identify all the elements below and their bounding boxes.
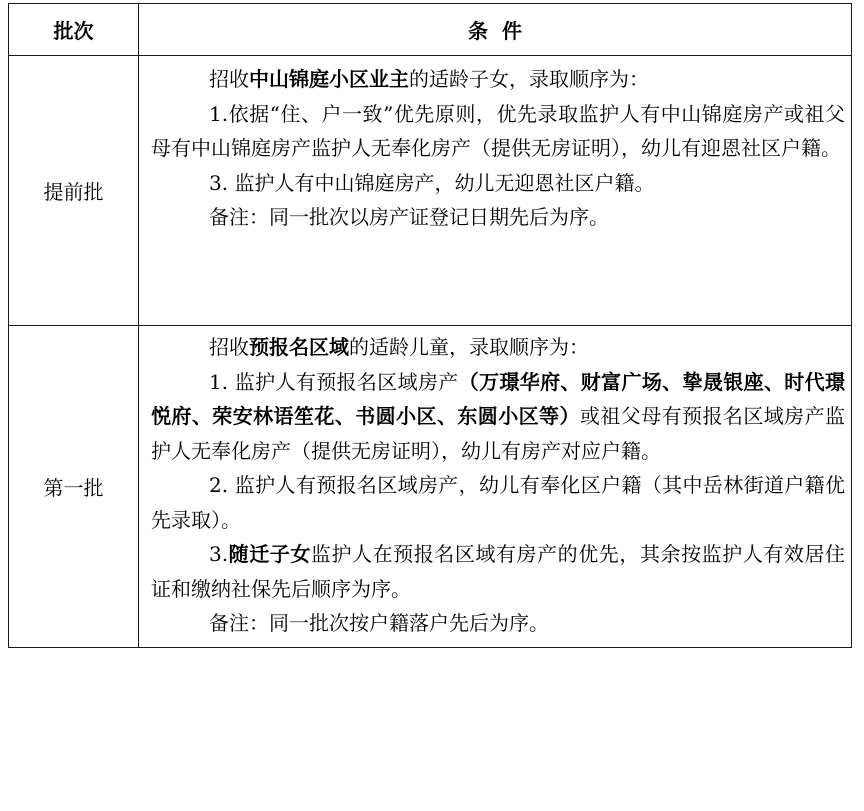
text-run: 监护人在预报名区域有房产的优先，其余按监护人有效居住证和缴纳社保先后顺序为序。 xyxy=(151,542,846,601)
header-condition: 条 件 xyxy=(139,4,852,56)
condition-paragraph xyxy=(139,200,851,235)
bold-text: 随迁子女 xyxy=(228,542,311,566)
table-row-early-batch xyxy=(9,56,852,326)
condition-paragraph xyxy=(139,468,851,537)
condition-paragraphs xyxy=(139,330,851,641)
condition-cell xyxy=(139,56,852,326)
bold-text: （万璟华府、财富广场、挚晟银座、时代璟悦府、荣安林语笙花、书圆小区、东圆小区等） xyxy=(151,369,845,428)
condition-paragraph xyxy=(139,166,851,201)
text-run: 2. 监护人有预报名区域房产，幼儿有奉化区户籍（其中岳林街道户籍优先录取）。 xyxy=(151,473,845,532)
table-row-first-batch xyxy=(9,326,852,648)
admission-conditions-table xyxy=(8,3,852,648)
text-run: 招收 xyxy=(209,335,249,359)
text-run: 3. 监护人有中山锦庭房产，幼儿无迎恩社区户籍。 xyxy=(209,170,655,195)
condition-paragraph xyxy=(139,537,851,606)
text-run: 1.依据“住、户一致”优先原则，优先录取监护人有中山锦庭房产或祖父母有中山锦庭房产监护人无奉化房产（提供无房证明），幼儿有迎恩社区户籍。 xyxy=(151,101,845,160)
condition-cell xyxy=(139,326,852,648)
batch-label: 第一批 xyxy=(9,326,139,648)
table-header-row xyxy=(9,4,852,56)
bold-text: 预报名区域 xyxy=(249,335,349,359)
text-run: 的适龄子女，录取顺序为： xyxy=(409,67,649,91)
text-run: 招收 xyxy=(209,67,249,91)
condition-paragraph xyxy=(139,62,851,97)
condition-paragraph xyxy=(139,365,851,469)
text-run: 1. 监护人有预报名区域房产 xyxy=(209,369,459,394)
bold-text: 中山锦庭小区业主 xyxy=(249,67,409,91)
text-run: 备注：同一批次按户籍落户先后为序。 xyxy=(209,611,549,635)
header-batch: 批次 xyxy=(9,4,139,56)
text-run: 3. xyxy=(209,542,229,566)
text-run: 备注：同一批次以房产证登记日期先后为序。 xyxy=(209,205,609,229)
condition-paragraph xyxy=(139,330,851,365)
batch-label: 提前批 xyxy=(9,56,139,326)
text-run: 的适龄儿童，录取顺序为： xyxy=(349,335,589,359)
text-run: 或祖父母有预报名区域房产监护人无奉化房产（提供无房证明），幼儿有房产对应户籍。 xyxy=(151,404,846,463)
condition-paragraph xyxy=(139,606,851,641)
condition-paragraphs xyxy=(139,62,851,235)
condition-paragraph xyxy=(139,97,851,166)
